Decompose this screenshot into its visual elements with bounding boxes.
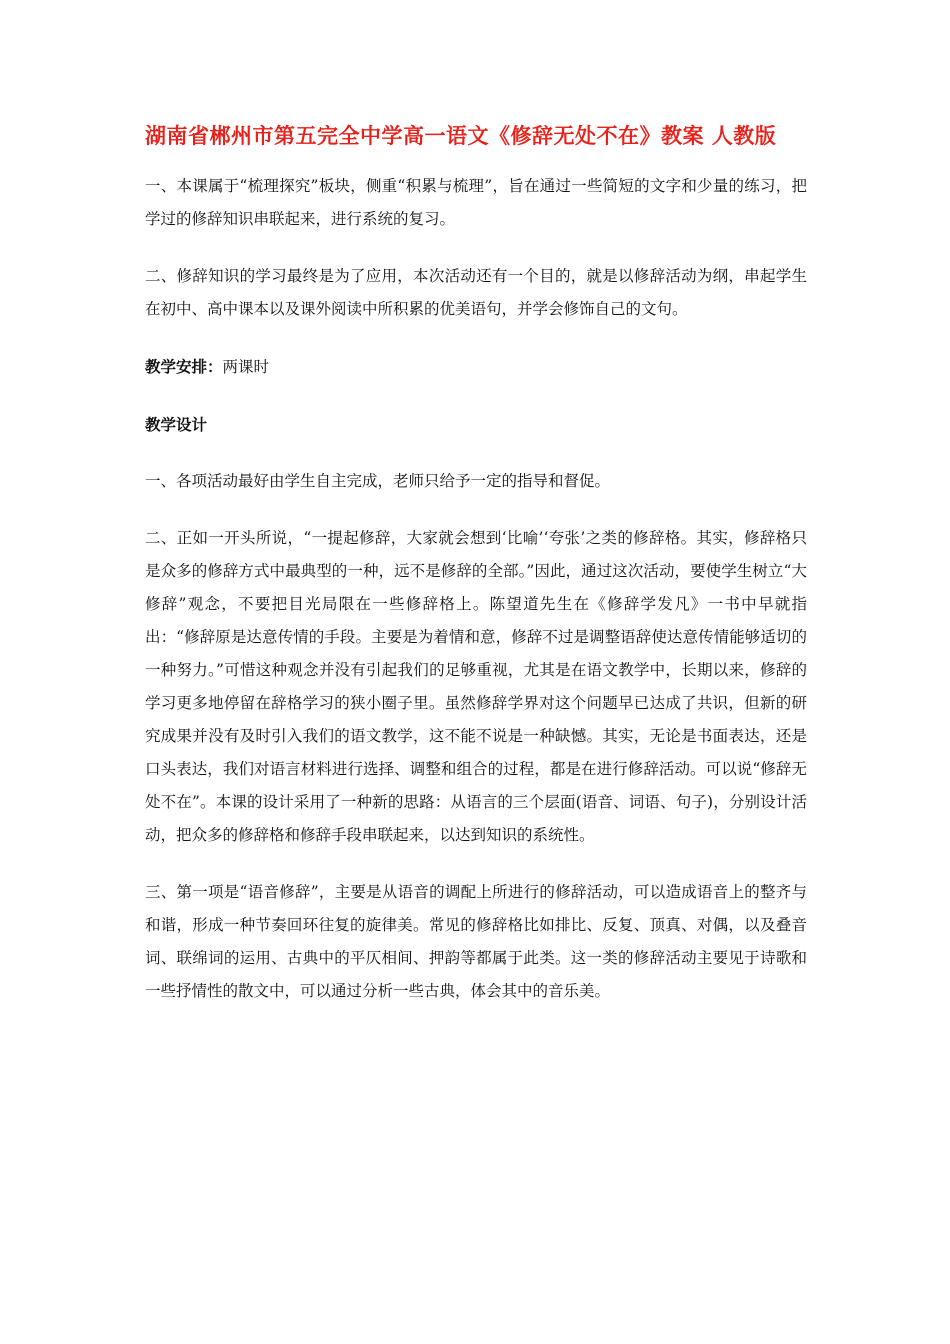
design-paragraph-3: 三、第一项是“语音修辞”，主要是从语音的调配上所进行的修辞活动，可以造成语音上的整齐与和谐，形成一种节奏回环往复的旋律美。常见的修辞格比如排比、反复、顶真、对偶，以及叠音词、联绵词的运用、古典中的平仄相间、押韵等都属于此类。这一类的修辞活动主要见于诗歌和一些抒情性的散文中，可以通过分析一些古典，体会其中的音乐美。 <box>145 883 807 1000</box>
design-paragraph-1: 一、各项活动最好由学生自主完成，老师只给予一定的指导和督促。 <box>145 472 611 490</box>
design-heading: 教学设计 <box>145 415 208 434</box>
schedule-value: 两课时 <box>222 358 270 376</box>
document-body <box>145 170 807 1032</box>
schedule-line <box>145 350 807 384</box>
intro-paragraph-1: 一、本课属于“梳理探究”板块，侧重“积累与梳理”，旨在通过一些简短的文字和少量的练习，把学过的修辞知识串联起来，进行系统的复习。 <box>145 177 807 228</box>
design-paragraph-2: 二、正如一开头所说，“一提起修辞，大家就会想到‘比喻’‘夸张’之类的修辞格。其实，修辞格只是众多的修辞方式中最典型的一种，远不是修辞的全部。”因此，通过这次活动，要使学生树立“大修辞”观念，不要把目光局限在一些修辞格上。陈望道先生在《修辞学发凡》一书中早就指出：“修辞原是达意传情的手段。主要是为着情和意，修辞不过是调整语辞使达意传情能够适切的一种努力。”可惜这种观念并没有引起我们的足够重视，尤其是在语文教学中，长期以来，修辞的学习更多地停留在辞格学习的狭小圈子里。虽然修辞学界对这个问题早已达成了共识，但新的研究成果并没有及时引入我们的语文教学，这不能不说是一种缺憾。其实，无论是书面表达，还是口头表达，我们对语言材料进行选择、调整和组合的过程，都是在进行修辞活动。可以说“修辞无处不在”。本课的设计采用了一种新的思路：从语言的三个层面(语音、词语、句子)，分别设计活动，把众多的修辞格和修辞手段串联起来，以达到知识的系统性。 <box>145 529 807 844</box>
intro-paragraph-2: 二、修辞知识的学习最终是为了应用，本次活动还有一个目的，就是以修辞活动为纲，串起学生在初中、高中课本以及课外阅读中所积累的优美语句，并学会修饰自己的文句。 <box>145 267 807 318</box>
document-title: 湖南省郴州市第五完全中学高一语文《修辞无处不在》教案 人教版 <box>145 123 777 148</box>
schedule-label: 教学安排： <box>145 357 223 376</box>
